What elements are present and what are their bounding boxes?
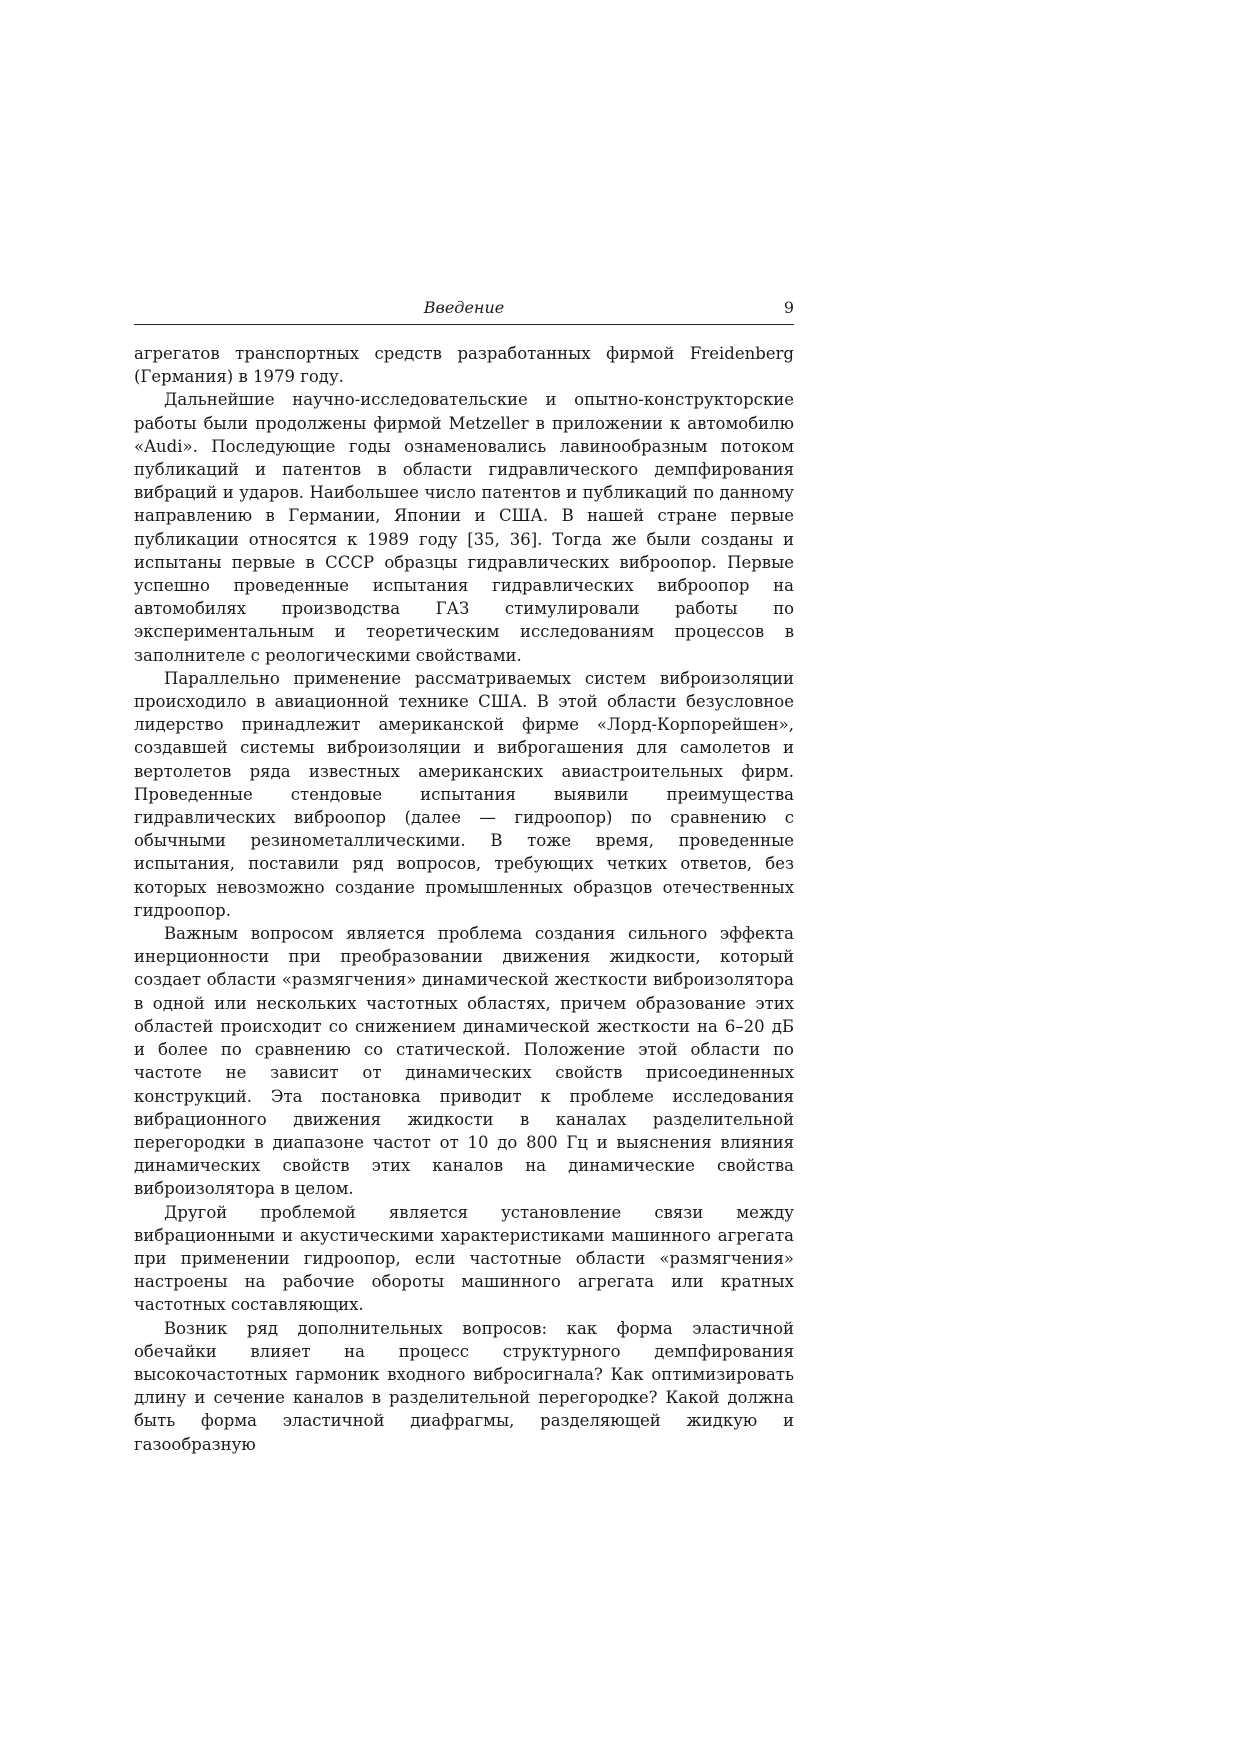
- paragraph: Другой проблемой является установление связи между вибрационными и акустическими характеристиками машинного агрегата при применении гидроопор, если частотные области «размягчения» настроены на рабочие обороты машинного агрегата или кратных частотных составляющих.: [134, 1202, 794, 1315]
- paragraph: Важным вопросом является проблема создания сильного эффекта инерционности при преобразовании движения жидкости, который создает области «размягчения» динамической жесткости виброизолятора в одной или нескольких частотных областях, причем образование этих областей происходит со снижением динамической жесткости на 6–20 дБ и более по сравнению со статической. Положение этой области по частоте не зависит от динамических свойств присоединенных конструкций. Эта постановка приводит к проблеме исследования вибрационного движения жидкости в каналах разделительной перегородки в диапазоне частот от 10 до 800 Гц и выяснения влияния динамических свойств этих каналов на динамические свойства виброизолятора в целом.: [134, 924, 794, 1199]
- paragraph: Параллельно применение рассматриваемых систем виброизоляции происходило в авиационной технике США. В этой области безусловное лидерство принадлежит американской фирме «Лорд-Корпорейшен», создавшей системы виброизоляции и виброгашения для самолетов и вертолетов ряда известных американских авиастроительных фирм. Проведенные стендовые испытания выявили преимущества гидравлических виброопор (далее — гидроопор) по сравнению с обычными резинометаллическими. В тоже время, проведенные испытания, поставили ряд вопросов, требующих четких ответов, без которых невозможно создание промышленных образцов отечественных гидроопор.: [134, 668, 794, 920]
- paragraph: Возник ряд дополнительных вопросов: как форма эластичной обечайки влияет на процесс структурного демпфирования высокочастотных гармоник входного вибросигнала? Как оптимизировать длину и сечение каналов в разделительной перегородке? Какой должна быть форма эластичной диафрагмы, разделяющей жидкую и газообразную: [134, 1318, 794, 1454]
- paragraph: Дальнейшие научно-исследовательские и опытно-конструкторские работы были продолжены фирмой Metzeller в приложении к автомобилю «Audi». Последующие годы ознаменовались лавинообразным потоком публикаций и патентов в области гидравлического демпфирования вибраций и ударов. Наибольшее число патентов и публикаций по данному направлению в Германии, Японии и США. В нашей стране первые публикации относятся к 1989 году [35, 36]. Тогда же были созданы и испытаны первые в СССР образцы гидравлических виброопор. Первые успешно проведенные испытания гидравлических виброопор на автомобилях производства ГАЗ стимулировали работы по экспериментальным и теоретическим исследованиям процессов в заполнителе с реологическими свойствами.: [134, 390, 794, 665]
- body-text: [134, 342, 794, 1456]
- page-header: [134, 296, 794, 325]
- page-number: 9: [783, 298, 794, 317]
- running-head: Введение: [423, 298, 505, 317]
- paragraph: агрегатов транспортных средств разработанных фирмой Freidenberg (Германия) в 1979 году.: [134, 344, 794, 387]
